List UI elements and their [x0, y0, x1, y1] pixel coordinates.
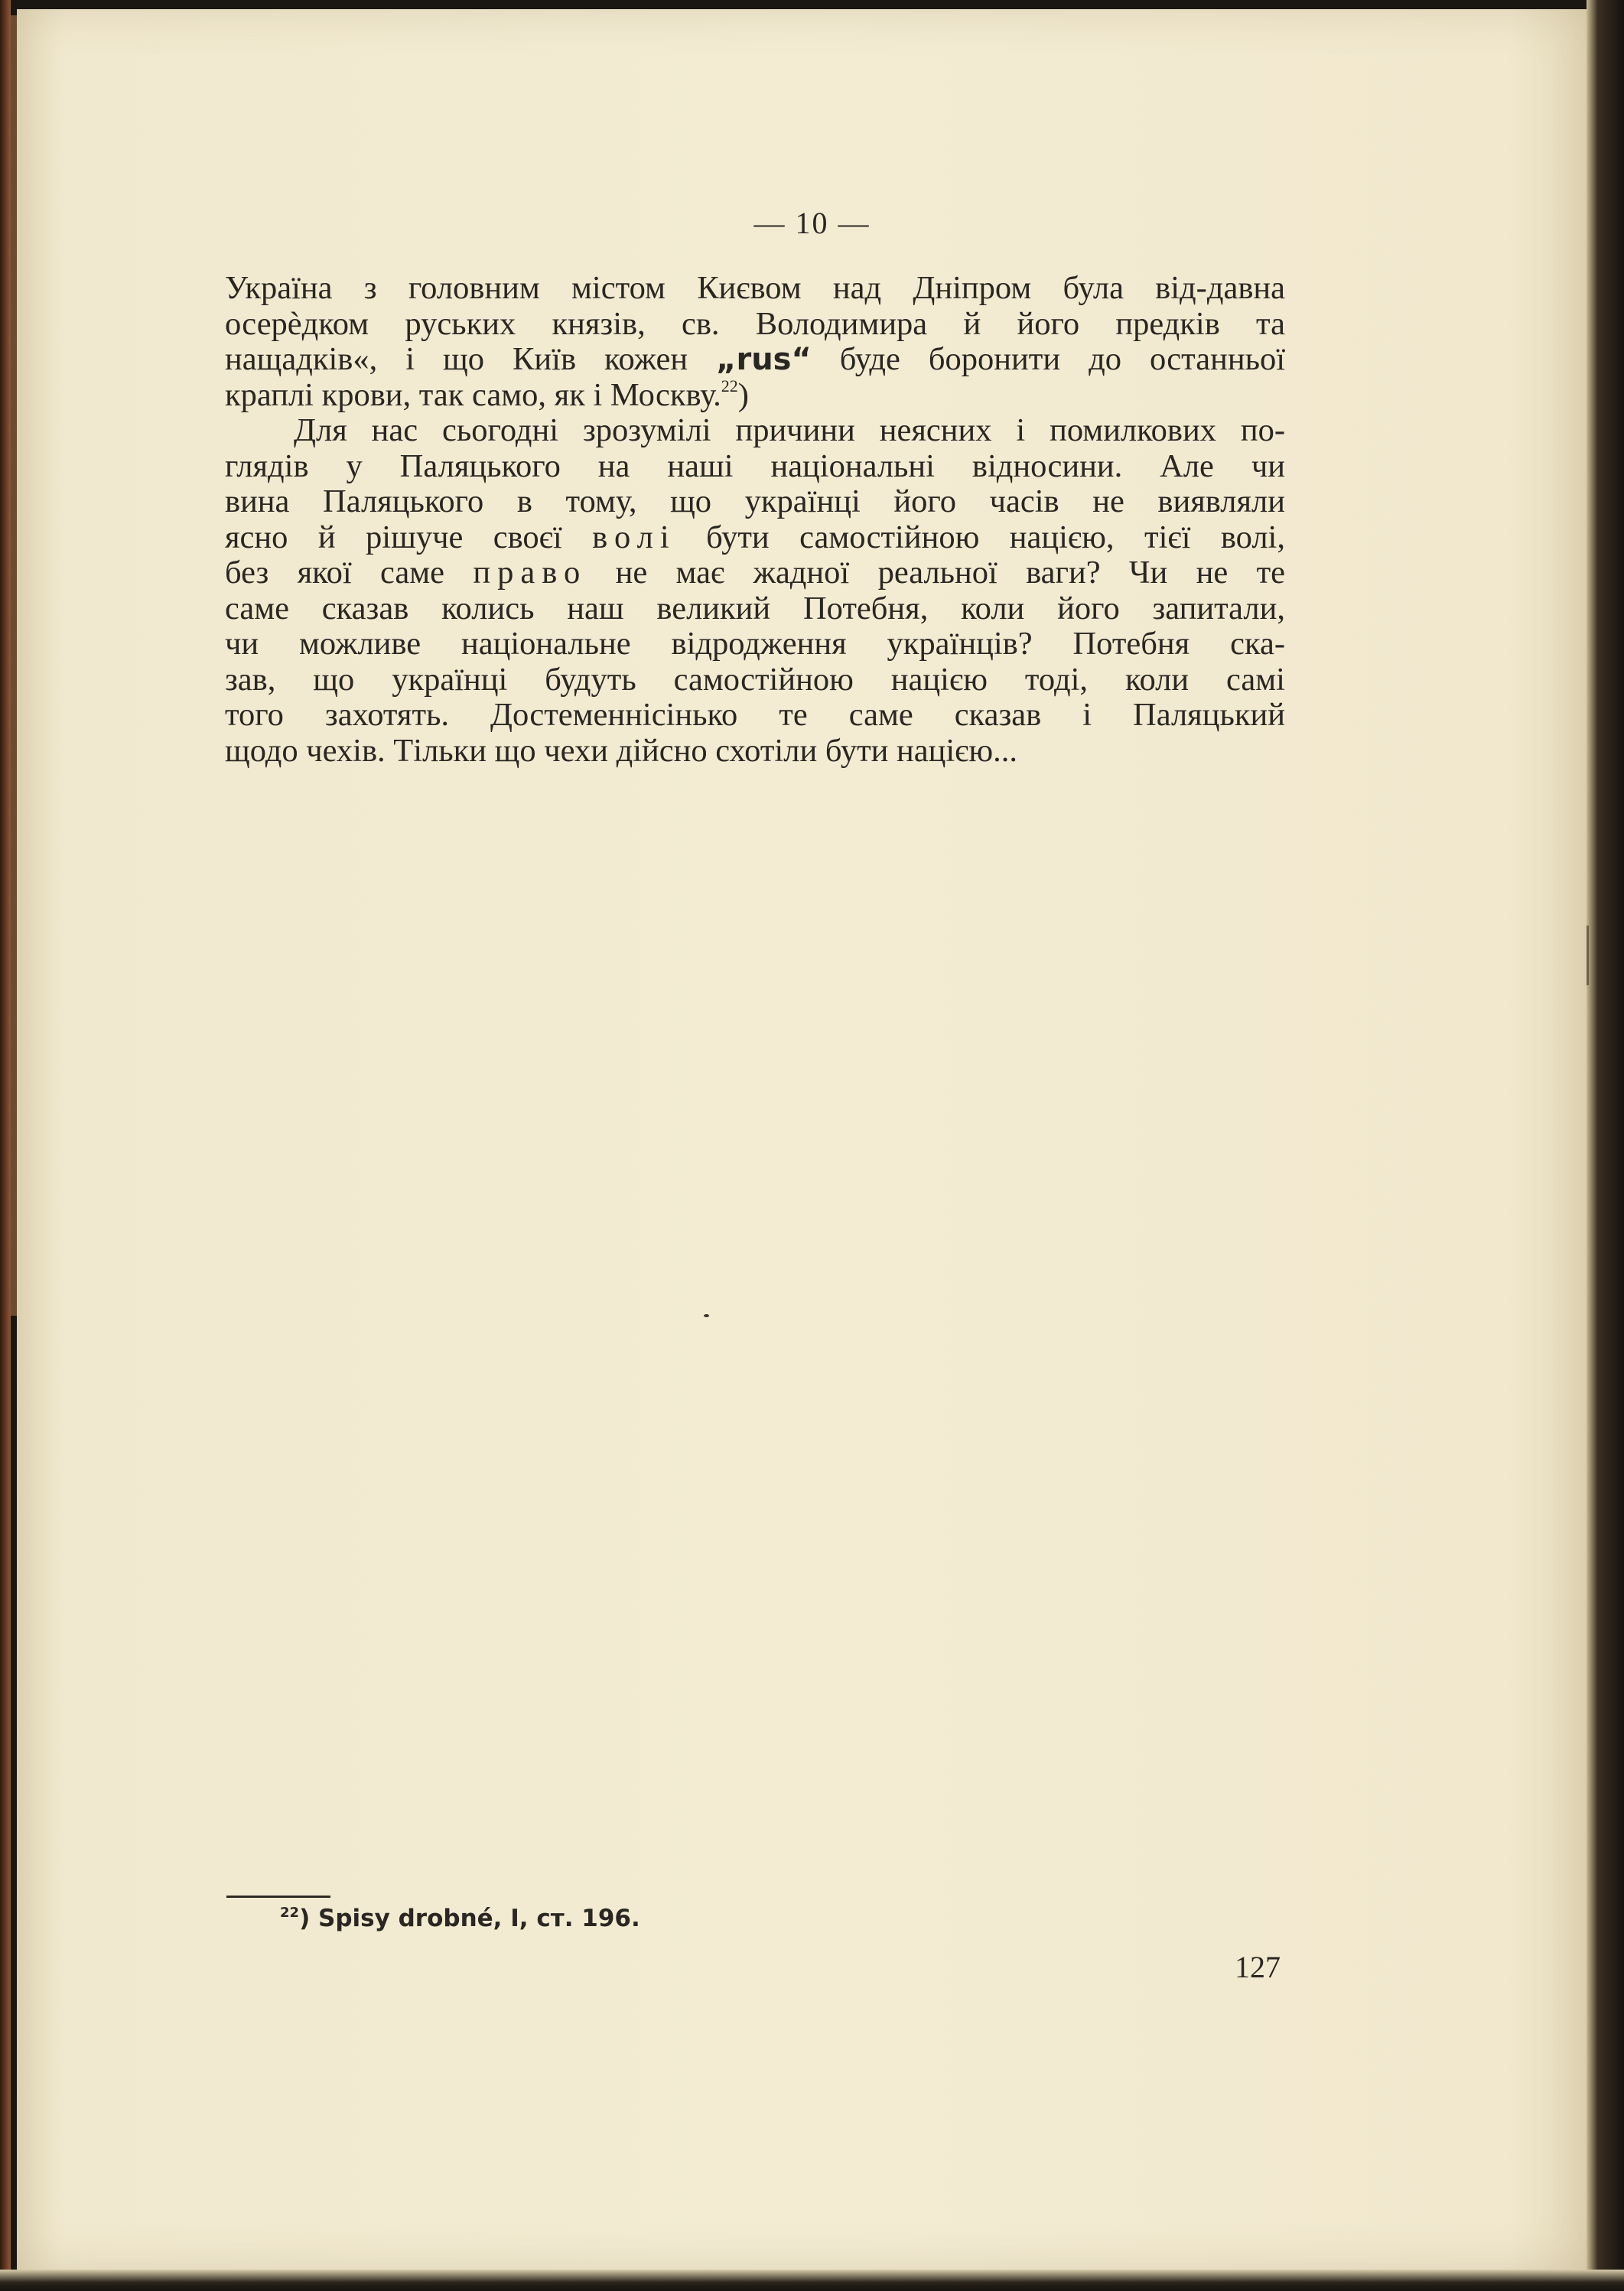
text-line-1: Україна з головним містом Києвом над Дніпром була від-давна: [225, 270, 1285, 306]
text-line-9: [225, 555, 1285, 591]
page-bottom-edge: [0, 2270, 1624, 2291]
text-segment: буде боронити до останньої: [839, 341, 1286, 377]
body-text: [225, 271, 1285, 769]
text-segment: не має жадної реальної ваги? Чи не те: [615, 555, 1286, 591]
text-segment: ясно й рішуче своєї: [225, 519, 562, 555]
text-line-11: чи можливе національне відродження українців? Потебня ска-: [225, 626, 1285, 662]
paper-speck: [704, 1314, 709, 1317]
text-line-10: саме сказав колись наш великий Потебня, коли його запитали,: [225, 590, 1285, 626]
text-line-12: зав, що українці будуть самостійною нацією тоді, коли самі: [225, 661, 1285, 698]
margin-mark: [1587, 926, 1589, 985]
text-segment: ): [737, 376, 749, 413]
emphasis-volі: волі: [592, 519, 676, 555]
page-right-edge: [1587, 0, 1624, 2291]
text-segment: нащадків«, і що Київ кожен: [225, 341, 688, 377]
text-segment: без якої саме: [225, 555, 445, 591]
footnote-rule: [226, 1896, 330, 1898]
text-line-7: вина Паляцького в тому, що українці його часів не виявляли: [225, 483, 1285, 519]
footnote-marker: 22: [280, 1905, 300, 1921]
footnote-text: ) Spisy drobné, I, ст. 196.: [299, 1905, 640, 1932]
page-number: 127: [1235, 1950, 1281, 1984]
book-spine: [0, 0, 11, 2291]
emphasis-pravo: право: [473, 555, 587, 591]
running-head: — 10 —: [753, 206, 871, 240]
text-line-2: осерѐдком руських князів, св. Володимира й його предків та: [225, 305, 1285, 342]
footnote-ref: 22: [721, 376, 738, 395]
text-line-8: [225, 520, 1285, 556]
footnote: [280, 1905, 640, 1932]
text-line-3: [225, 342, 1285, 378]
text-line-5: Для нас сьогодні зрозумілі причини неясних і помилкових по-: [294, 412, 1285, 448]
text-line-14: щодо чехів. Тільки що чехи дійсно схотіли бути нацією...: [225, 732, 1018, 769]
text-line-4: [225, 378, 1285, 414]
text-segment: краплі крови, так само, як і Москву.: [225, 376, 721, 413]
text-line-6: глядів у Паляцького на наші національні відносини. Але чи: [225, 447, 1285, 484]
text-line-13: того захотять. Достеменнісінько те саме сказав і Паляцький: [225, 697, 1285, 733]
rus-word: „rus“: [716, 342, 812, 377]
text-segment: бути самостійною нацією, тієї волі,: [706, 519, 1285, 555]
